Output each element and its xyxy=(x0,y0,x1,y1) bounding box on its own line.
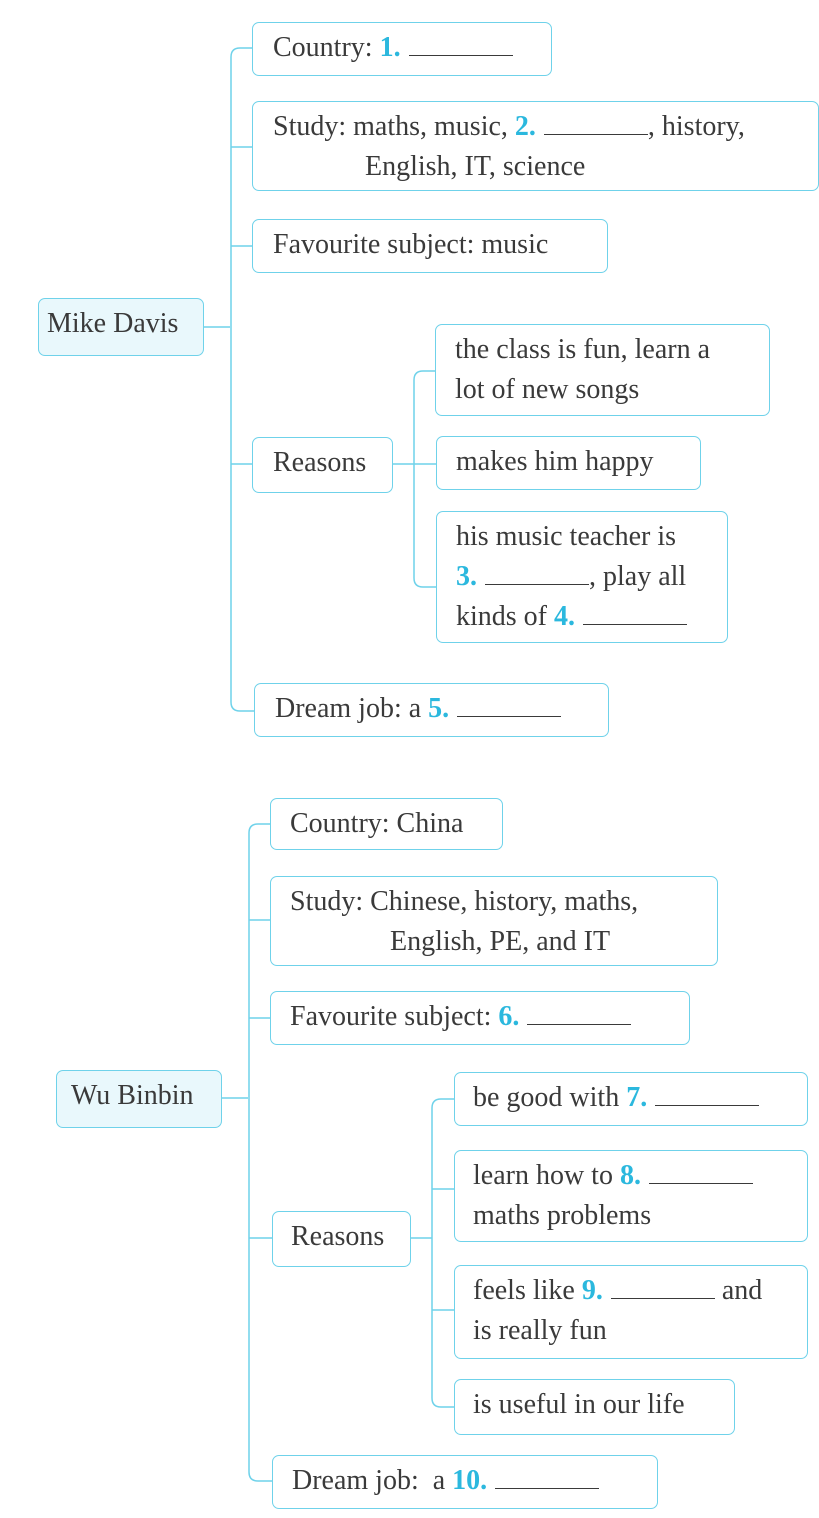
blank-number-7: 7. xyxy=(626,1082,648,1113)
wu-reasons-node xyxy=(272,1211,411,1267)
reason-3-suffix: and xyxy=(721,1275,763,1306)
blank-number-8: 8. xyxy=(619,1160,641,1191)
answer-blank-5[interactable] xyxy=(457,690,561,717)
answer-blank-4[interactable] xyxy=(583,598,687,625)
blank-number-10: 10. xyxy=(452,1465,488,1496)
wu-reason-2-node xyxy=(454,1150,808,1242)
favourite-subject: Favourite subject: music xyxy=(273,229,549,260)
mike-reason-1-node xyxy=(435,324,770,416)
answer-blank-6[interactable] xyxy=(527,998,631,1025)
blank-number-4: 4. xyxy=(554,601,575,632)
blank-number-5: 5. xyxy=(428,693,450,724)
mike-country-node xyxy=(252,22,552,76)
blank-number-9: 9. xyxy=(581,1275,603,1306)
study-line-2: English, PE, and IT xyxy=(390,926,611,957)
blank-number-2: 2. xyxy=(514,111,536,142)
dream-job-label: Dream job: a xyxy=(292,1465,446,1496)
answer-blank-1[interactable] xyxy=(409,29,513,56)
favourite-label: Favourite subject: xyxy=(290,1001,492,1032)
reason-1-label: be good with xyxy=(473,1082,620,1113)
wu-reason-1-node xyxy=(454,1072,808,1126)
answer-blank-3[interactable] xyxy=(485,558,589,585)
wu-favourite-node xyxy=(270,991,690,1045)
mike-study-node xyxy=(252,101,819,191)
mike-dream-job-node xyxy=(254,683,609,737)
wu-study-node xyxy=(270,876,718,966)
blank-number-3: 3. xyxy=(456,561,477,592)
blank-number-6: 6. xyxy=(498,1001,520,1032)
reason-1-line-1: the class is fun, learn a xyxy=(455,334,711,365)
reasons-label: Reasons xyxy=(291,1221,385,1252)
mike-reason-2-node xyxy=(436,436,701,490)
study-suffix: , history, xyxy=(647,111,745,142)
reason-3-label: feels like xyxy=(473,1275,575,1306)
country-text: Country: China xyxy=(290,808,464,839)
wu-dream-job-node xyxy=(272,1455,658,1509)
mike-reasons-node xyxy=(252,437,393,493)
root-node-wu-binbin xyxy=(56,1070,222,1128)
wu-reason-4-node xyxy=(454,1379,735,1435)
reason-2-label: learn how to xyxy=(473,1160,613,1191)
answer-blank-7[interactable] xyxy=(655,1079,759,1106)
answer-blank-9[interactable] xyxy=(611,1272,715,1299)
reason-2-text: makes him happy xyxy=(456,446,654,477)
reason-3-line-3: kinds of xyxy=(456,601,547,632)
country-label: Country: xyxy=(273,32,373,63)
study-line-2: English, IT, science xyxy=(365,151,586,182)
wu-reason-3-node xyxy=(454,1265,808,1359)
answer-blank-2[interactable] xyxy=(544,108,648,135)
reason-3-line-2: is really fun xyxy=(473,1315,607,1346)
reason-3-line-1: his music teacher is xyxy=(456,521,677,552)
mike-reason-3-node xyxy=(436,511,728,643)
study-prefix: Study: maths, music, xyxy=(273,111,508,142)
root-node-label: Wu Binbin xyxy=(71,1080,194,1111)
reason-1-line-2: lot of new songs xyxy=(455,374,640,405)
dream-job-label: Dream job: a xyxy=(275,693,422,724)
wu-country-node xyxy=(270,798,503,850)
root-node-label: Mike Davis xyxy=(47,308,179,339)
reason-4-text: is useful in our life xyxy=(473,1389,685,1420)
mike-favourite-node xyxy=(252,219,608,273)
reasons-label: Reasons xyxy=(273,447,367,478)
answer-blank-10[interactable] xyxy=(495,1462,599,1489)
reason-3-mid: , play all xyxy=(589,561,687,592)
reason-2-line-2: maths problems xyxy=(473,1200,652,1231)
answer-blank-8[interactable] xyxy=(649,1157,753,1184)
blank-number-1: 1. xyxy=(379,32,401,63)
study-line-1: Study: Chinese, history, maths, xyxy=(290,886,639,917)
root-node-mike-davis xyxy=(38,298,204,356)
